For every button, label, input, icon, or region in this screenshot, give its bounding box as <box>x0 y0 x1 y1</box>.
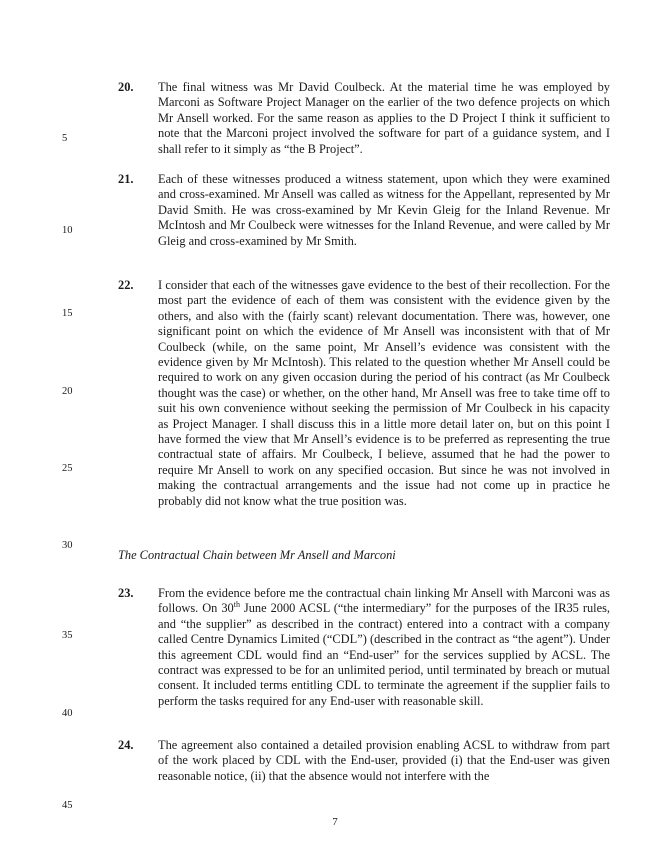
line-number-10: 10 <box>62 225 73 236</box>
line-number-15: 15 <box>62 308 73 319</box>
section-heading: The Contractual Chain between Mr Ansell and Marconi <box>118 548 396 562</box>
line-number-25: 25 <box>62 463 73 474</box>
paragraph-number: 20. <box>118 80 134 94</box>
paragraph-text: The agreement also contained a detailed provision enabling ACSL to withdraw from part of the work placed by CDL with the End-user, provided (i) that the End-user was given reasonable notice, (ii) that the absence would not interfere with the <box>158 738 610 783</box>
paragraph-text-part: From the evidence before me the contractual chain linking Mr Ansell with Marconi was as follows. On 30 <box>158 586 610 616</box>
paragraph-text: Each of these witnesses produced a witness statement, upon which they were examined and cross-examined. Mr Ansell was called as witness for the Appellant, represented by Mr David Smith. He was cross-examined by Mr Kevin Gleig for the Inland Revenue. Mr McIntosh and Mr Coulbeck were witnesses for the Inland Revenue, and were called by Mr Gleig and cross-examined by Mr Smith. <box>158 172 610 248</box>
line-number-35: 35 <box>62 630 73 641</box>
ordinal-superscript: th <box>233 600 240 610</box>
line-number-45: 45 <box>62 800 73 811</box>
paragraph-number: 22. <box>118 278 134 292</box>
line-number-5: 5 <box>62 133 68 144</box>
line-number-20: 20 <box>62 386 73 397</box>
paragraph-number: 24. <box>118 738 134 752</box>
line-number-40: 40 <box>62 708 73 719</box>
page-number: 7 <box>332 816 338 828</box>
paragraph-text <box>158 586 610 709</box>
paragraph-text: I consider that each of the witnesses gave evidence to the best of their recollection. For the most part the evidence of each of them was consistent with the evidence given by the others, and also with the (fairly scant) relevant documentation. There was, however, one significant point on which the evidence of Mr Ansell was inconsistent with that of Mr Coulbeck (while, on the same point, Mr Ansell’s evidence was consistent with the evidence given by Mr McIntosh). This related to the question whether Mr Ansell could be required to work on any given occasion during the period of his contract (as Mr Coulbeck thought was the case) or whether, on the other hand, Mr Ansell was free to take time off to suit his own convenience without seeking the permission of Mr Coulbeck in his capacity as Project Manager. I shall discuss this in a little more detail later on, but on this point I have formed the view that Mr Ansell’s evidence is to be preferred as representing the true contractual state of affairs. Mr Coulbeck, I believe, assumed that he had the power to require Mr Ansell to work on any specified occasion. But since he was not involved in making the contractual arrangements and the issue had not come up in practice he probably did not know what the true position was. <box>158 278 610 508</box>
line-number-30: 30 <box>62 540 73 551</box>
paragraph-number: 21. <box>118 172 134 186</box>
paragraph-number: 23. <box>118 586 134 600</box>
paragraph-text-part: June 2000 ACSL (“the intermediary” for the purposes of the IR35 rules, and “the supplier” as described in the contract) entered into a contract with a company called Centre Dynamics Limited (“CDL”) (described in the contract as “the agent”). Under this agreement CDL would find an “End-user” for the services supplied by ACSL. The contract was expressed to be for an unlimited period, until terminated by breach or mutual consent. It included terms entitling CDL to terminate the agreement if the supplier fails to perform the tasks required for any End-user with reasonable skill. <box>158 601 611 708</box>
paragraph-text: The final witness was Mr David Coulbeck. At the material time he was employed by Marconi as Software Project Manager on the earlier of the two defence projects on which Mr Ansell worked. For the same reason as applies to the D Project I think it sufficient to note that the Marconi project involved the software for part of a guidance system, and I shall refer to it simply as “the B Project”. <box>158 80 610 156</box>
